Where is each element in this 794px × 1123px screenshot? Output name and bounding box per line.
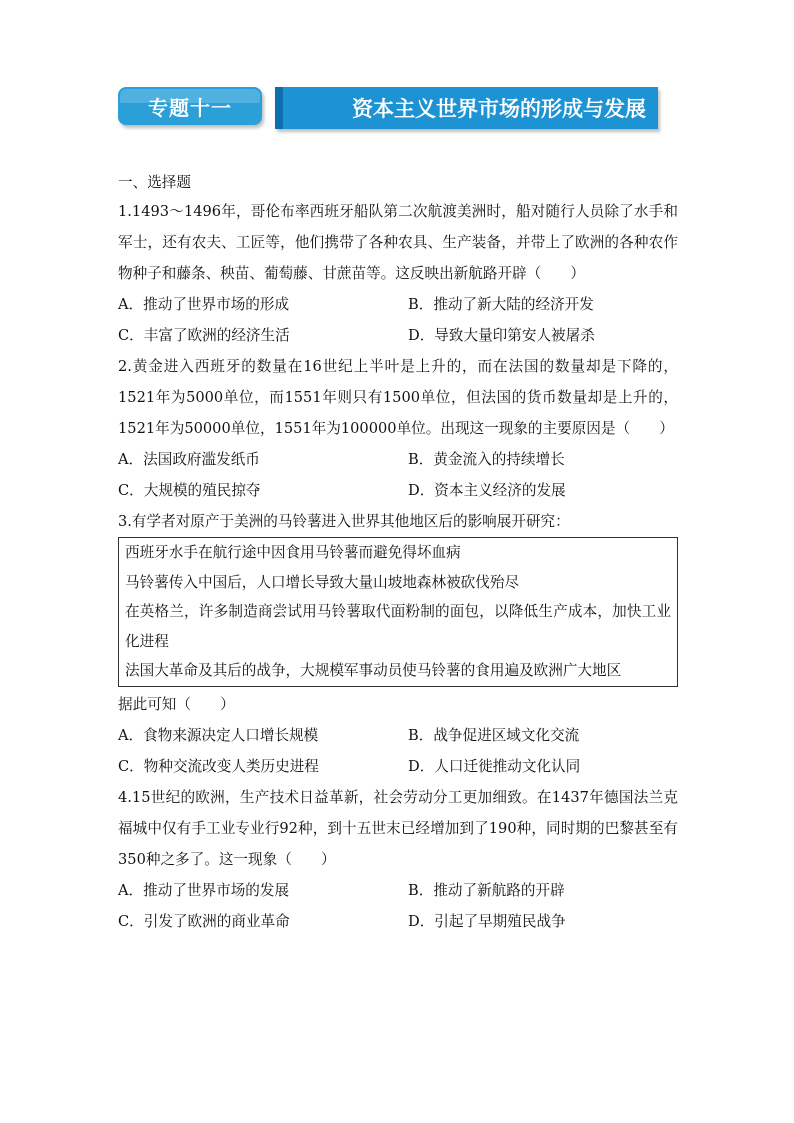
options xyxy=(118,875,678,937)
material-box xyxy=(118,537,678,687)
options xyxy=(118,444,678,506)
option-b[interactable]: B．推动了新大陆的经济开发 xyxy=(408,296,594,313)
option-d[interactable]: D．导致大量印第安人被屠杀 xyxy=(408,327,595,344)
topic-badge xyxy=(118,87,262,125)
question-3 xyxy=(118,506,678,782)
option-d[interactable]: D．资本主义经济的发展 xyxy=(408,482,566,499)
question-content xyxy=(118,170,678,937)
question-prompt: 据此可知（ ） xyxy=(118,695,235,713)
section-title: 一、选择题 xyxy=(118,174,191,191)
topic-title-banner xyxy=(275,87,658,129)
material-line: 法国大革命及其后的战争，大规模军事动员使马铃薯的食用遍及欧洲广大地区 xyxy=(125,662,622,679)
option-b[interactable]: B．战争促进区域文化交流 xyxy=(408,726,580,744)
question-stem: 3.有学者对原产于美洲的马铃薯进入世界其他地区后的影响展开研究： xyxy=(118,513,570,530)
question-stem: 1.1493～1496年，哥伦布率西班牙船队第二次航渡美洲时，船对随行人员除了水手和军士，还有农夫、工匠等，他们携带了各种农具、生产装备，并带上了欧洲的各种农作物种子和藤条、秧苗、葡萄藤、甘蔗苗等。这反映出新航路开辟（ ） xyxy=(118,203,678,282)
option-c[interactable]: C．物种交流改变人类历史进程 xyxy=(118,757,319,775)
option-d[interactable]: D．引起了早期殖民战争 xyxy=(408,912,566,930)
options xyxy=(118,720,678,782)
option-a[interactable]: A．推动了世界市场的发展 xyxy=(118,881,290,899)
option-d[interactable]: D．人口迁徙推动文化认同 xyxy=(408,757,581,775)
material-line: 西班牙水手在航行途中因食用马铃薯而避免得坏血病 xyxy=(125,544,461,561)
question-2 xyxy=(118,351,678,506)
option-c[interactable]: C．引发了欧洲的商业革命 xyxy=(118,912,290,930)
question-4 xyxy=(118,782,678,937)
option-a[interactable]: A．法国政府滥发纸币 xyxy=(118,451,260,468)
question-1 xyxy=(118,196,678,351)
page-title: 资本主义世界市场的形成与发展 xyxy=(352,97,646,121)
option-a[interactable]: A．推动了世界市场的形成 xyxy=(118,296,290,313)
option-a[interactable]: A．食物来源决定人口增长规模 xyxy=(118,726,319,744)
options xyxy=(118,289,678,351)
topic-badge-text: 专题十一 xyxy=(148,95,232,120)
option-c[interactable]: C．大规模的殖民掠夺 xyxy=(118,482,261,499)
material-line: 马铃薯传入中国后，人口增长导致大量山坡地森林被砍伐殆尽 xyxy=(125,573,520,591)
question-stem: 4.15世纪的欧洲，生产技术日益革新，社会劳动分工更加细致。在1437年德国法兰克福城中仅有手工业专业行92种，到十五世末已经增加到了190种，同时期的巴黎甚至有350种之多了。这一现象（ ） xyxy=(118,788,678,868)
option-c[interactable]: C．丰富了欧洲的经济生活 xyxy=(118,327,290,344)
question-stem: 2.黄金进入西班牙的数量在16世纪上半叶是上升的，而在法国的数量却是下降的，1521年为5000单位，而1551年则只有1500单位，但法国的货币数量却是上升的，1521年为50000单位，1551年为100000单位。出现这一现象的主要原因是（ ） xyxy=(118,358,678,437)
option-b[interactable]: B．推动了新航路的开辟 xyxy=(408,881,565,899)
material-line: 在英格兰，许多制造商尝试用马铃薯取代面粉制的面包，以降低生产成本，加快工业化进程 xyxy=(125,603,671,650)
option-b[interactable]: B．黄金流入的持续增长 xyxy=(408,451,565,468)
